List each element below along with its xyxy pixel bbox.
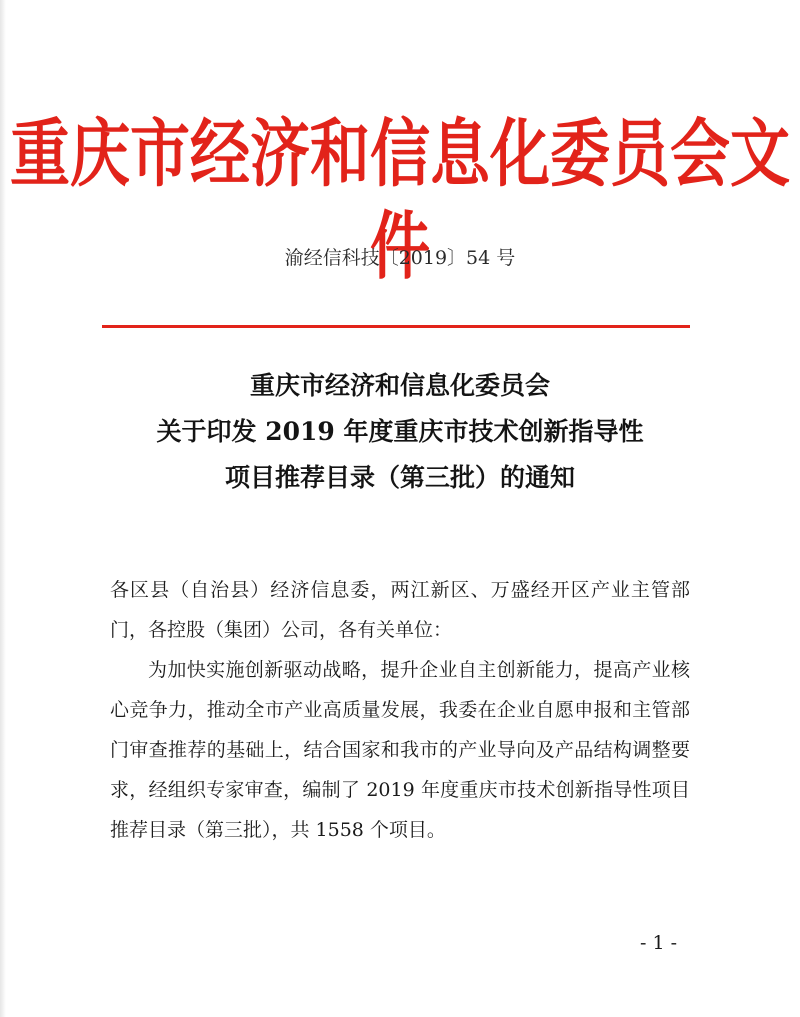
- title-line-3: 项目推荐目录（第三批）的通知: [224, 463, 575, 492]
- recipients-paragraph: 各区县（自治县）经济信息委，两江新区、万盛经开区产业主管部门，各控股（集团）公司，各有关单位：: [110, 579, 690, 641]
- title-line-1: 重庆市经济和信息化委员会: [249, 371, 550, 400]
- body-paragraph-1: 为加快实施创新驱动战略，提升企业自主创新能力，提高产业核心竞争力，推动全市产业高质量发展，我委在企业自愿申报和主管部门审查推荐的基础上，结合国家和我市的产业导向及产品结构调整要求，经组织专家审查，编制了 2019 年度重庆市技术创新指导性项目推荐目录（第三批），共 1558 个项目。: [110, 659, 690, 841]
- page-number: - 1 -: [640, 932, 678, 954]
- title-line-2: 关于印发 2019 年度重庆市技术创新指导性: [156, 417, 644, 446]
- notice-title: [0, 363, 800, 501]
- document-number: 渝经信科技〔2019〕54 号: [284, 247, 516, 269]
- notice-body: [110, 570, 690, 850]
- issuer-masthead: 重庆市经济和信息化委员会文件: [10, 111, 790, 290]
- red-separator-line: [102, 325, 690, 328]
